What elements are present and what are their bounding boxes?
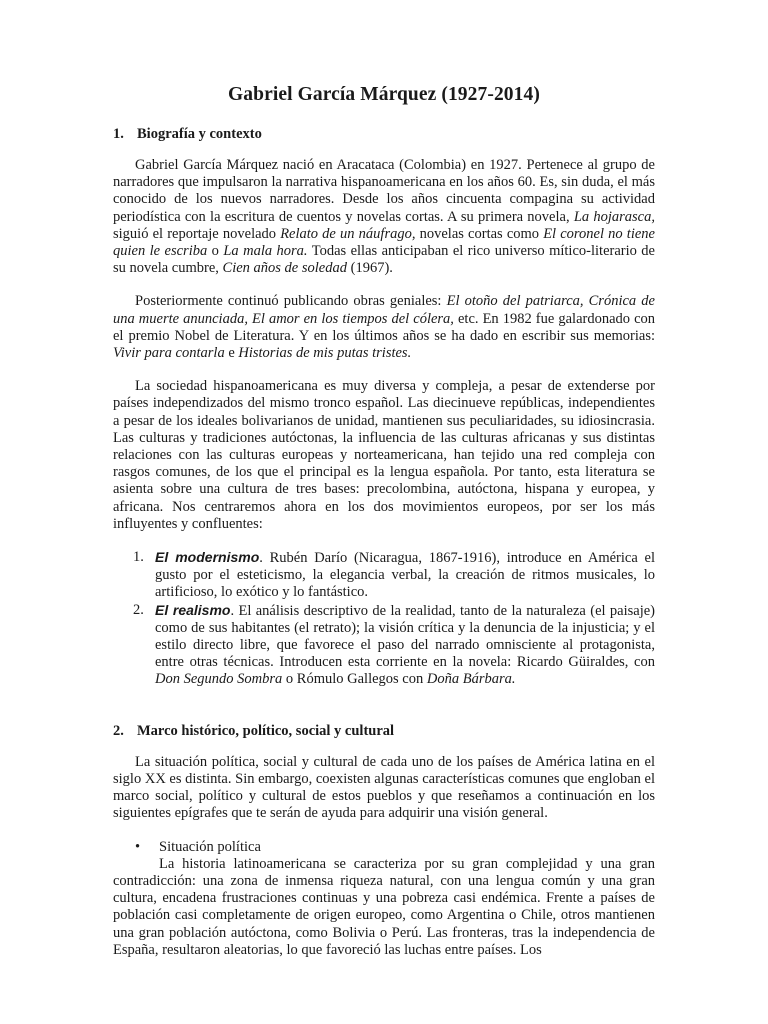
movement-name: El realismo [155, 601, 231, 618]
paragraph-biografia-2 [113, 293, 655, 362]
book-title: El otoño del patriarca, Crónica de una muerte anunciada, El amor en los tiempos del cólera, [113, 293, 655, 327]
text-run: e [224, 345, 239, 362]
book-title: Vivir para contarla [113, 345, 225, 362]
text-run: . Rubén Darío (Nicaragua, 1867-1916), introduce en América el gusto por el esteticismo, la elegancia verbal, la creación de ritmos musicales, lo artificioso, lo exótico y lo fantástico. [155, 550, 655, 601]
book-title: La hojarasca, [573, 208, 655, 225]
text-run: Todas ellas anticipaban el rico universo mítico-literario de su novela cumbre, [113, 243, 655, 277]
text-run: . El análisis descriptivo de la realidad, tanto de la naturaleza (el paisaje) como de sus habitantes (el retrato); la visión crítica y la denuncia de la injusticia; y el estilo directo libre, que favorece el paso del narrado omnisciente al protagonista, entre otras técnicas. Introducen esta corriente en la novela: Ricardo Güiraldes, con [155, 602, 655, 671]
text-run: (1967). [346, 260, 393, 277]
section-number: 2. [113, 722, 124, 739]
book-title: Cien años de soledad [222, 260, 347, 277]
book-title: Doña Bárbara. [426, 671, 516, 688]
book-title: El coronel no tiene quien le escriba [113, 225, 655, 260]
list-number: 1. [133, 549, 144, 566]
paragraph-situacion-politica: La historia latinoamericana se caracteriza por su gran complejidad y una gran contradicción: una zona de inmensa riqueza natural, con una lengua común y una gran cultura, encadena frustraciones continuas y una pobreza casi endémica. Frente a países de población casi completamente de origen europeo, como Argentina o Chile, otros mantienen una gran población autóctona, como Bolivia o Perú. Las fronteras, tras la independencia de España, resultaron aleatorias, lo que favoreció las luchas entre países. Los [113, 855, 655, 958]
book-title: Historias de mis putas tristes. [238, 345, 412, 362]
text-run: Posteriormente continuó publicando obras geniales: [135, 293, 447, 310]
section-heading-biografia [113, 126, 655, 143]
bullet-label: Situación política [159, 838, 261, 855]
movement-name: El modernismo [155, 549, 260, 566]
text-run: Gabriel García Márquez nació en Aracataca (Colombia) en 1927. Pertenece al grupo de narradores que impulsaron la narrativa hispanoamericana en los años 60. Es, sin duda, el más conocido de los nuevos narradores. Desde los años cincuenta compagina su actividad periodística con la escritura de cuentos y novelas cortas. A su primera novela, [113, 157, 655, 225]
paragraph-sociedad: La sociedad hispanoamericana es muy diversa y compleja, a pesar de extenderse por países independizados del mismo tronco español. Las diecinueve repúblicas, independientes a pesar de los ideales bolivarianos de unidad, mantienen sus peculiaridades, su idiosincrasia. Las culturas y tradiciones autóctonas, la influencia de las culturas africanas y sus distintas relaciones con las culturas europeas y norteamericana, han tejido una red compleja con rasgos comunes, de los que el principal es la lengua española. Por tanto, esta literatura se asienta sobre una cultura de tres bases: precolombina, autóctona, hispana y europea, y africana. Nos centraremos ahora en los dos movimientos europeos, por ser los más influyentes y confluentes: [113, 378, 655, 532]
section-number: 1. [113, 126, 124, 142]
text-run: o Rómulo Gallegos con [282, 671, 427, 688]
book-title: La mala hora. [223, 243, 308, 260]
book-title: Relato de un náufrago, [280, 225, 416, 242]
list-text [155, 602, 655, 689]
section-title: Biografía y contexto [137, 126, 262, 142]
text-run: etc. En 1982 fue galardonado con el premio Nobel de Literatura. Y en los últimos años se ha dado en escribir sus memorias: [113, 310, 656, 344]
section-title: Marco histórico, político, social y cultural [137, 722, 395, 739]
bullet-item [113, 839, 655, 856]
bullet-dot: • [135, 838, 141, 855]
list-text [155, 549, 655, 602]
paragraph-marco-1: La situación política, social y cultural de cada uno de los países de América latina en el siglo XX es distinta. Sin embargo, coexisten algunas características comunes que engloban el marco social, político y cultural de estos pueblos y que reseñamos a continuación en los siguientes epígrafes que te serán de ayuda para adquirir una visión general. [113, 753, 655, 822]
text-run: novelas cortas como [415, 225, 544, 242]
movements-list [113, 549, 655, 689]
list-number: 2. [133, 601, 144, 618]
list-item [113, 602, 655, 689]
section-heading-marco [113, 723, 655, 740]
document-title: Gabriel García Márquez (1927-2014) [228, 84, 540, 105]
text-run: o [207, 243, 224, 260]
text-run: siguió el reportaje novelado [113, 225, 281, 242]
paragraph-biografia-1 [113, 157, 655, 277]
list-item [113, 549, 655, 602]
book-title: Don Segundo Sombra [155, 671, 283, 688]
